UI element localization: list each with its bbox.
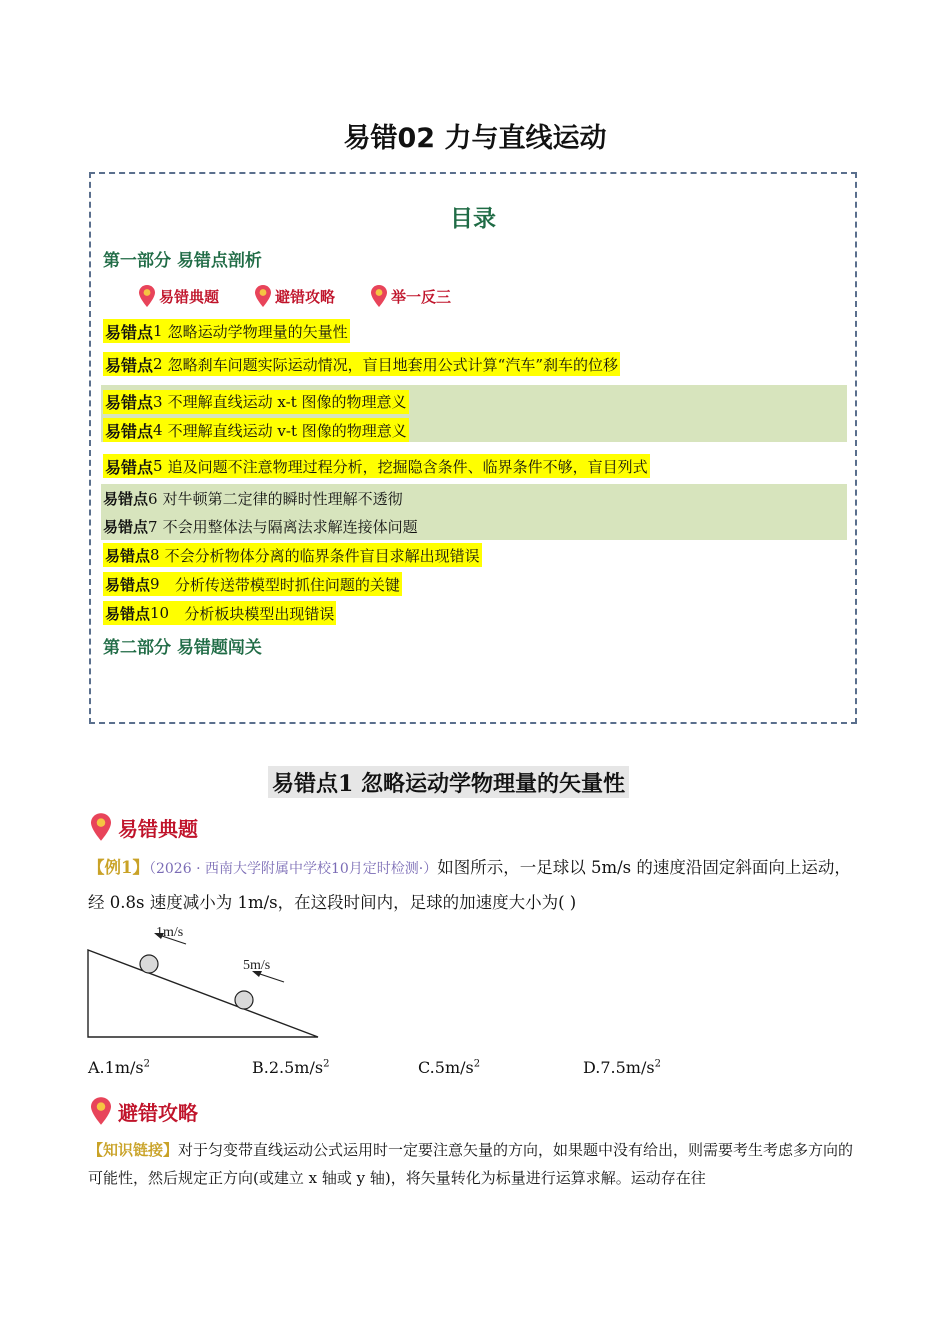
tag-typical-problem: 易错典题 (137, 284, 219, 308)
location-pin-icon (137, 284, 157, 308)
toc-item[interactable]: 易错点 8 不会分析物体分离的临界条件盲目求解出现错误 (103, 541, 482, 569)
toc-item[interactable]: 易错点 2 忽略刹车问题实际运动情况，盲目地套用公式计算“汽车”刹车的位移 (103, 350, 620, 378)
velocity-label-bottom: 5m/s (243, 958, 271, 973)
location-pin-icon (88, 812, 114, 842)
tag-practice: 举一反三 (369, 284, 451, 308)
velocity-label-top: 1m/s (156, 925, 184, 940)
location-pin-icon (253, 284, 273, 308)
option-c[interactable]: $C.5m/s^2$ (418, 1058, 481, 1077)
ball-bottom (235, 991, 253, 1009)
toc-item[interactable]: 易错点 10 分析板块模型出现错误 (103, 599, 336, 627)
toc-item[interactable]: 易错点 1 忽略运动学物理量的矢量性 (103, 317, 350, 345)
ball-top (140, 955, 158, 973)
toc-item[interactable]: 易错点 3 不理解直线运动 x-t 图像的物理意义 (101, 385, 847, 418)
toc-heading: 目录 (450, 206, 496, 232)
subheading-strategy: 避错攻略 (88, 1096, 198, 1126)
toc-tags (137, 284, 451, 308)
toc-item[interactable]: 易错点6 对牛顿第二定律的瞬时性理解不透彻 (101, 484, 847, 512)
knowledge-link: 【知识链接】对于匀变带直线运动公式运用时一定要注意矢量的方向，如果题中没有给出，则需要考生考虑多方向的可能性，然后规定正方向(或建立 x 轴或 y 轴)，将矢量转化为标量进行运算求解。运动存在往 (88, 1141, 854, 1187)
option-b[interactable]: $B.2.5m/s^2$ (252, 1058, 330, 1077)
section-title: 易错点1 忽略运动学物理量的矢量性 (268, 766, 629, 798)
toc-item[interactable]: 易错点 4 不理解直线运动 v-t 图像的物理意义 (101, 418, 847, 442)
toc-item[interactable]: 易错点 5 追及问题不注意物理过程分析，挖掘隐含条件、临界条件不够，盲目列式 (103, 452, 650, 480)
location-pin-icon (369, 284, 389, 308)
option-a[interactable]: $A.1m/s^2$ (88, 1058, 150, 1077)
location-pin-icon (88, 1096, 114, 1126)
toc-item[interactable]: 易错点7 不会用整体法与隔离法求解连接体问题 (101, 512, 847, 540)
toc-part-two: 第二部分 易错题闯关 (103, 638, 262, 658)
subheading-typical-problem: 易错典题 (88, 812, 198, 842)
toc-part-one: 第一部分 易错点剖析 (103, 251, 262, 271)
document-title: 易错02 力与直线运动 (343, 123, 607, 154)
option-d[interactable]: $D.7.5m/s^2$ (583, 1058, 661, 1077)
tag-strategy: 避错攻略 (253, 284, 335, 308)
example-question: 【例1】（2026 · 西南大学附属中学校10月定时检测·）如图所示，一足球以 5m/s 的速度沿固定斜面向上运动，经 0.8s 速度减小为 1m/s，在这段时间内，足球的加速度大小为( ) (88, 858, 851, 912)
table-of-contents (89, 172, 857, 724)
toc-item[interactable]: 易错点 9 分析传送带模型时抓住问题的关键 (103, 570, 402, 598)
incline-figure (86, 920, 326, 1042)
